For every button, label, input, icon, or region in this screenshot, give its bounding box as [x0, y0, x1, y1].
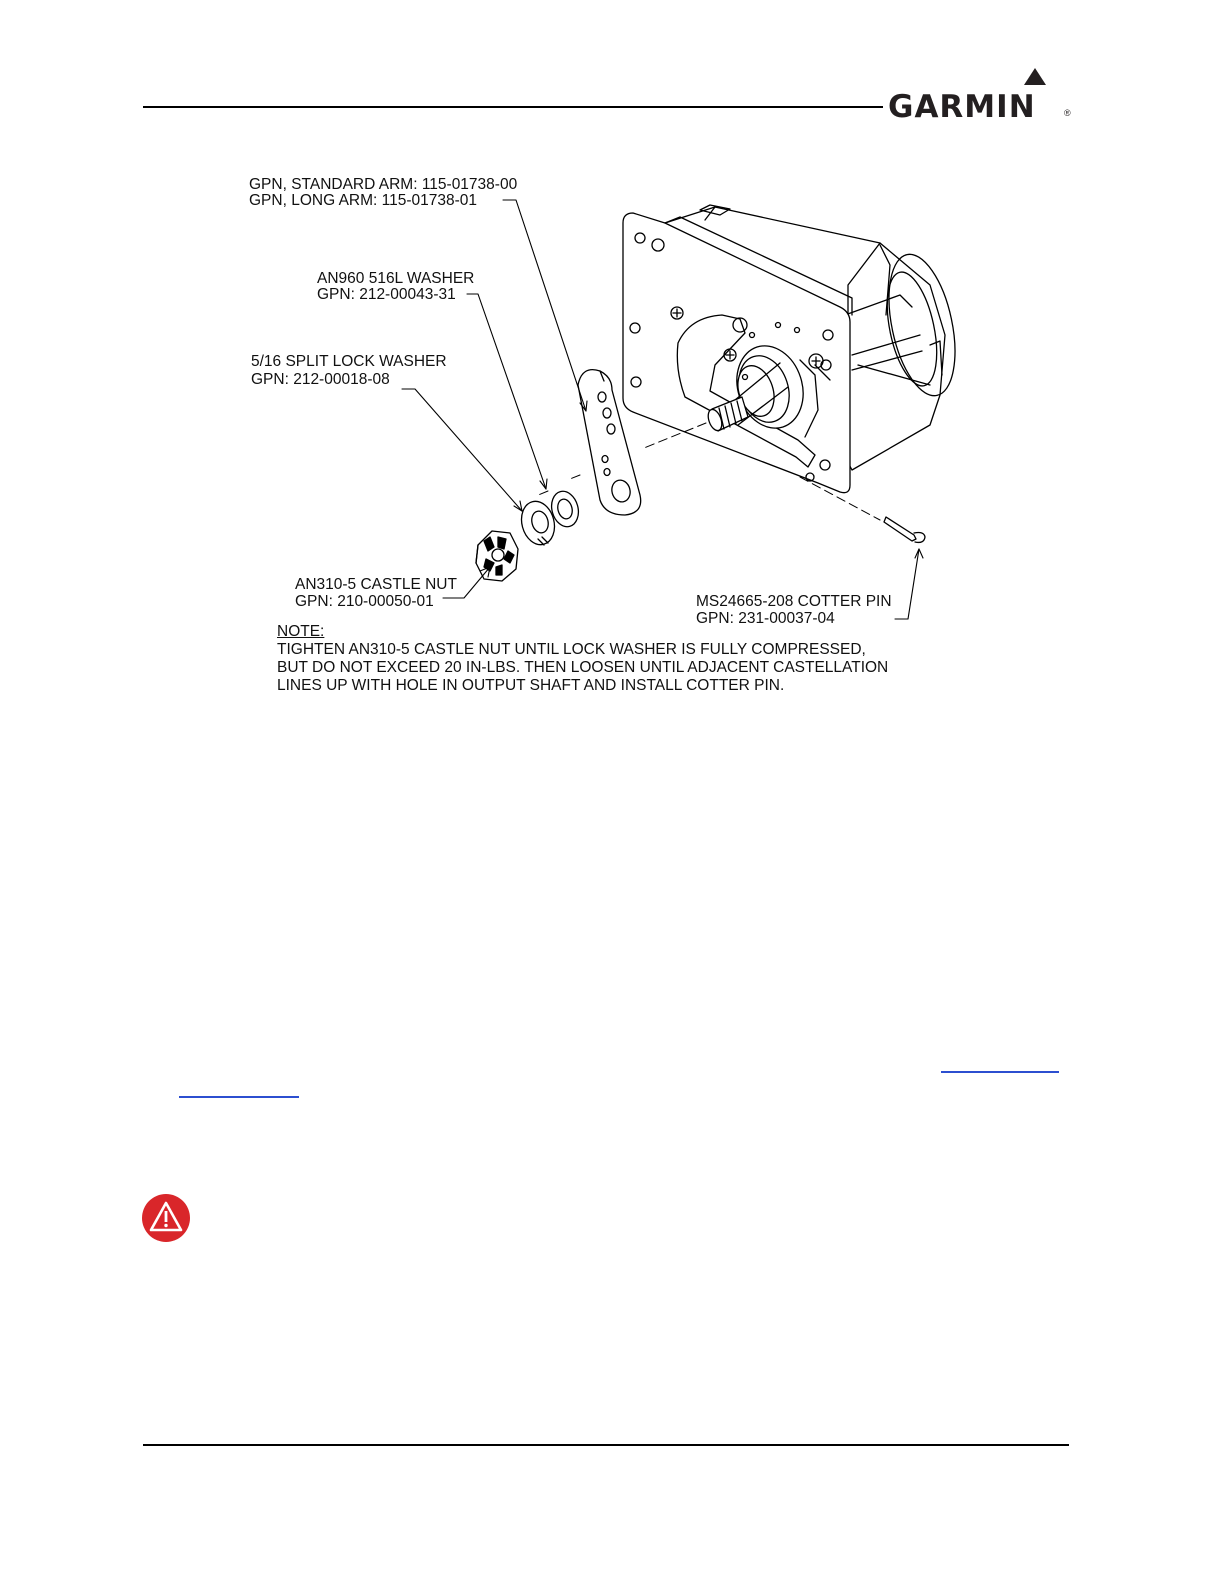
- callout-castle-nut-name: AN310-5 CASTLE NUT: [295, 576, 457, 593]
- callout-washer-gpn: GPN: 212-00043-31: [317, 286, 456, 303]
- registered-mark: ®: [1064, 108, 1071, 118]
- note-heading: NOTE:: [277, 623, 325, 640]
- callout-castle-nut-gpn: GPN: 210-00050-01: [295, 593, 434, 610]
- callout-cotter-pin-name: MS24665-208 COTTER PIN: [696, 593, 892, 610]
- note-line: LINES UP WITH HOLE IN OUTPUT SHAFT AND INSTALL COTTER PIN.: [277, 677, 785, 694]
- brand-name: GARMIN: [888, 89, 1036, 125]
- callout-arm-long: GPN, LONG ARM: 115-01738-01: [249, 192, 478, 209]
- cotter-pin: [884, 517, 925, 542]
- garmin-delta-icon: [1024, 68, 1046, 85]
- figure-note: [277, 623, 888, 695]
- mounting-plate: [623, 213, 852, 493]
- cross-reference-link[interactable]: [179, 1096, 299, 1098]
- note-line: TIGHTEN AN310-5 CASTLE NUT UNTIL LOCK WASHER IS FULLY COMPRESSED,: [277, 641, 866, 658]
- warning-triangle-icon: [141, 1193, 191, 1243]
- callout-washer-name: AN960 516L WASHER: [317, 270, 475, 287]
- note-line: BUT DO NOT EXCEED 20 IN-LBS. THEN LOOSEN UNTIL ADJACENT CASTELLATION: [277, 659, 889, 676]
- cross-reference-link[interactable]: [941, 1071, 1059, 1073]
- callout-lock-washer-name: 5/16 SPLIT LOCK WASHER: [251, 353, 447, 370]
- header-rule: [143, 106, 883, 108]
- footer-rule: [143, 1444, 1069, 1446]
- callout-cotter-pin-gpn: GPN: 231-00037-04: [696, 610, 835, 627]
- callout-lock-washer-gpn: GPN: 212-00018-08: [251, 371, 390, 388]
- garmin-logo: [888, 68, 1070, 124]
- callout-arm-standard: GPN, STANDARD ARM: 115-01738-00: [249, 176, 518, 193]
- castle-nut: [476, 531, 518, 581]
